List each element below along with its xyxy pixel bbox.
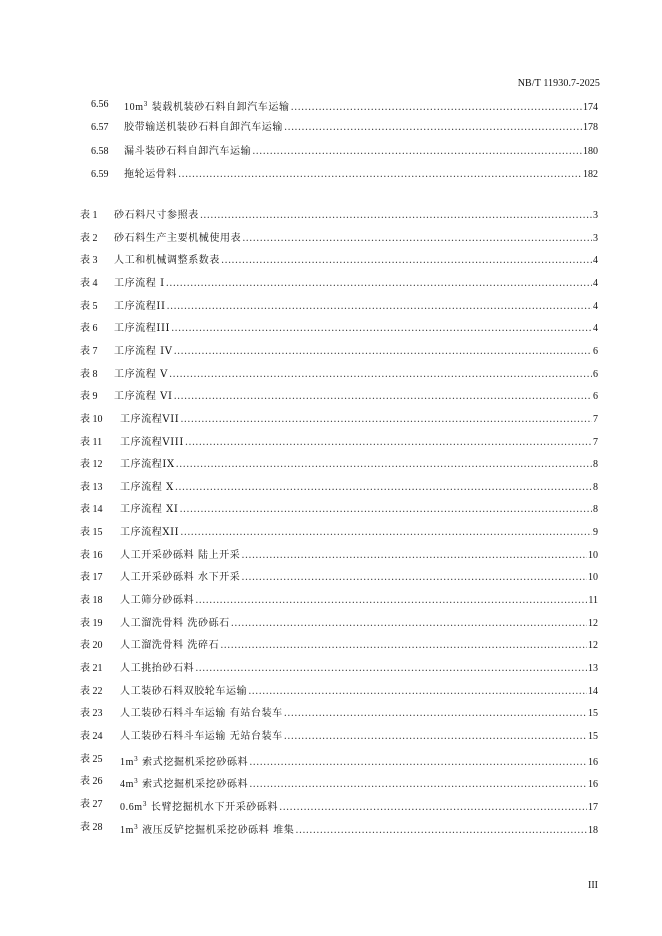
title-text: 人工筛分砂砾料 <box>120 595 195 607</box>
section-entry-title <box>124 167 177 183</box>
table-toc-entry[interactable] <box>0 389 662 405</box>
table-entry-title <box>120 616 230 632</box>
title-text: 人工装砂石料斗车运输 有站台装车 <box>120 708 283 720</box>
table-toc-entry[interactable] <box>0 321 662 337</box>
table-entry-page: 6 <box>593 345 598 357</box>
title-text: 索式挖掘机采挖砂砾料 <box>138 756 249 768</box>
leader-dots <box>166 276 592 292</box>
table-entry-page: 13 <box>588 663 598 674</box>
title-text: 工序流程 XI <box>120 504 179 516</box>
section-entry-page: 180 <box>583 145 598 157</box>
table-toc-entry[interactable] <box>0 593 662 609</box>
table-entry-title <box>120 593 194 609</box>
table-toc-entry[interactable] <box>0 480 662 496</box>
table-entry-title <box>120 525 179 541</box>
table-entry-title <box>114 344 173 360</box>
title-text: 长臂挖掘机水下开采砂砾料 <box>147 801 279 813</box>
table-entry-page: 7 <box>593 413 598 425</box>
table-entry-number: 表 1 <box>80 210 98 221</box>
table-entry-page: 6 <box>593 391 598 403</box>
table-toc-entry[interactable] <box>0 752 662 768</box>
table-toc-entry[interactable] <box>0 820 662 836</box>
section-toc-entry[interactable] <box>0 167 662 183</box>
title-text: 人工挑抬砂石料 <box>120 663 195 674</box>
table-entry-number: 表 9 <box>80 391 98 403</box>
table-toc-entry[interactable] <box>0 525 662 541</box>
table-entry-title <box>120 480 174 496</box>
table-entry-title <box>114 253 220 269</box>
table-entry-page: 8 <box>593 459 598 471</box>
table-entry-number: 表 4 <box>80 277 98 289</box>
table-entry-title <box>120 435 184 451</box>
leader-dots <box>167 299 592 315</box>
title-text: 工序流程 VI <box>114 391 173 403</box>
title-text: 工序流程VII <box>120 413 180 425</box>
table-entry-title <box>120 706 283 722</box>
table-toc-entry[interactable] <box>0 706 662 722</box>
unit-prefix: 10m <box>124 102 144 113</box>
leader-dots <box>249 777 587 793</box>
table-entry-page: 4 <box>593 323 598 335</box>
leader-dots <box>175 480 592 496</box>
leader-dots <box>252 144 582 160</box>
table-entry-title <box>114 367 168 383</box>
table-entry-number: 表 16 <box>80 549 103 561</box>
table-entry-number: 表 19 <box>80 617 103 629</box>
leader-dots <box>180 412 592 428</box>
title-text: 工序流程 I <box>114 277 165 289</box>
leader-dots <box>185 435 592 451</box>
table-toc-entry[interactable] <box>0 502 662 518</box>
table-entry-title <box>114 389 173 405</box>
table-entry-title <box>120 638 219 654</box>
table-entry-page: 16 <box>588 756 598 768</box>
section-entry-number: 6.59 <box>91 168 109 180</box>
table-toc-entry[interactable] <box>0 367 662 383</box>
table-entry-page: 12 <box>588 617 598 629</box>
table-toc-entry[interactable] <box>0 208 662 224</box>
table-entry-number: 表 18 <box>80 595 103 607</box>
unit-superscript: 3 <box>133 755 139 763</box>
leader-dots <box>178 167 582 183</box>
table-toc-entry[interactable] <box>0 616 662 632</box>
table-entry-number: 表 21 <box>80 663 103 674</box>
table-toc-entry[interactable] <box>0 276 662 292</box>
table-entry-number: 表 15 <box>80 527 103 539</box>
leader-dots <box>242 231 592 247</box>
title-text: 人工溜洗骨料 洗砂砾石 <box>120 617 230 629</box>
section-entry-page: 178 <box>583 122 598 134</box>
table-toc-entry[interactable] <box>0 435 662 451</box>
leader-dots <box>176 457 592 473</box>
title-text: 砂石料生产主要机械使用表 <box>114 232 242 244</box>
table-entry-number: 表 13 <box>80 481 103 493</box>
title-text: 工序流程 IV <box>114 345 173 357</box>
section-toc-entry[interactable] <box>0 97 662 113</box>
page-header: NB/T 11930.7-2025 <box>517 78 600 89</box>
table-entry-title <box>120 820 294 839</box>
leader-dots <box>295 823 587 839</box>
section-entry-title <box>124 97 290 116</box>
leader-dots <box>231 616 587 632</box>
leader-dots <box>180 525 592 541</box>
table-entry-number: 表 25 <box>80 753 103 765</box>
table-toc-entry[interactable] <box>0 299 662 315</box>
table-entry-number: 表 24 <box>80 730 103 742</box>
title-text: 工序流程XII <box>120 527 180 539</box>
leader-dots <box>174 344 592 360</box>
leader-dots <box>195 661 587 677</box>
title-text: 工序流程III <box>114 323 171 335</box>
table-entry-page: 7 <box>593 436 598 448</box>
title-text: 漏斗装砂石料自卸汽车运输 <box>124 145 252 157</box>
leader-dots <box>279 800 587 816</box>
title-text: 索式挖掘机采挖砂砾料 <box>138 779 249 791</box>
title-text: 砂石料尺寸参照表 <box>114 210 199 221</box>
table-entry-page: 18 <box>588 824 598 836</box>
table-entry-number: 表 6 <box>80 323 98 335</box>
title-text: 工序流程VIII <box>120 436 184 448</box>
table-entry-title <box>114 276 165 292</box>
leader-dots <box>284 706 587 722</box>
table-entry-page: 6 <box>593 368 598 380</box>
title-text: 装载机装砂石料自卸汽车运输 <box>148 102 290 113</box>
table-entry-title <box>114 321 170 337</box>
leader-dots <box>220 638 587 654</box>
table-toc-entry[interactable] <box>0 729 662 745</box>
table-toc-entry[interactable] <box>0 570 662 586</box>
table-entry-title <box>120 661 194 677</box>
leader-dots <box>249 755 587 771</box>
table-entry-page: 17 <box>588 801 598 813</box>
table-toc-entry[interactable] <box>0 412 662 428</box>
title-text: 胶带输送机装砂石料自卸汽车运输 <box>124 122 283 134</box>
leader-dots <box>291 100 582 116</box>
table-entry-number: 表 28 <box>80 821 103 833</box>
table-entry-number: 表 17 <box>80 572 103 584</box>
leader-dots <box>179 502 592 518</box>
table-entry-title <box>120 684 247 700</box>
table-entry-page: 4 <box>593 300 598 312</box>
title-text: 人工开采砂砾料 陆上开采 <box>120 549 241 561</box>
table-toc-entry[interactable] <box>0 638 662 654</box>
table-entry-page: 11 <box>588 595 598 607</box>
table-entry-number: 表 11 <box>80 436 103 448</box>
table-entry-page: 3 <box>593 210 598 221</box>
leader-dots <box>221 253 592 269</box>
table-entry-page: 4 <box>593 277 598 289</box>
page-number-footer: III <box>588 880 598 891</box>
table-entry-page: 4 <box>593 255 598 267</box>
table-toc-entry[interactable] <box>0 344 662 360</box>
unit-superscript: 3 <box>142 800 148 808</box>
table-entry-title <box>120 548 240 564</box>
table-toc-entry[interactable] <box>0 661 662 677</box>
table-entry-number: 表 22 <box>80 685 103 697</box>
table-entry-number: 表 20 <box>80 640 103 652</box>
table-toc-entry[interactable] <box>0 457 662 473</box>
table-entry-title <box>120 774 248 793</box>
title-text: 人工装砂石料双胶轮车运输 <box>120 685 248 697</box>
table-entry-page: 10 <box>588 549 598 561</box>
table-entry-number: 表 5 <box>80 300 98 312</box>
title-text: 人工开采砂砾料 水下开采 <box>120 572 241 584</box>
table-entry-page: 15 <box>588 708 598 720</box>
table-entry-page: 16 <box>588 779 598 791</box>
title-text: 工序流程 X <box>120 481 174 493</box>
table-toc-entry[interactable] <box>0 797 662 813</box>
table-entry-title <box>114 299 166 315</box>
table-toc-entry[interactable] <box>0 684 662 700</box>
section-toc-entry[interactable] <box>0 120 662 136</box>
table-entry-page: 12 <box>588 640 598 652</box>
title-text: 工序流程 V <box>114 368 169 380</box>
table-toc-entry[interactable] <box>0 548 662 564</box>
leader-dots <box>248 684 587 700</box>
leader-dots <box>284 729 587 745</box>
unit-prefix: 1m <box>120 756 134 768</box>
unit-prefix: 0.6m <box>120 801 143 813</box>
unit-prefix: 4m <box>120 779 134 791</box>
table-entry-title <box>120 502 178 518</box>
unit-superscript: 3 <box>133 778 139 786</box>
table-toc-entry[interactable] <box>0 231 662 247</box>
table-entry-number: 表 3 <box>80 255 98 267</box>
table-entry-page: 8 <box>593 504 598 516</box>
table-entry-title <box>114 231 241 247</box>
table-entry-page: 10 <box>588 572 598 584</box>
unit-superscript: 3 <box>143 101 149 108</box>
leader-dots <box>200 208 592 224</box>
table-entry-page: 8 <box>593 481 598 493</box>
section-entry-number: 6.58 <box>91 145 109 157</box>
table-entry-number: 表 7 <box>80 345 98 357</box>
table-entry-number: 表 26 <box>80 776 103 788</box>
table-entry-number: 表 27 <box>80 798 103 810</box>
leader-dots <box>241 548 587 564</box>
title-text: 液压反铲挖掘机采挖砂砾料 堆集 <box>138 824 295 836</box>
leader-dots <box>284 120 582 136</box>
section-entry-number: 6.56 <box>91 99 109 110</box>
leader-dots <box>171 321 592 337</box>
table-entry-title <box>120 797 278 816</box>
unit-superscript: 3 <box>133 823 139 831</box>
title-text: 工序流程II <box>114 300 166 312</box>
section-entry-title <box>124 120 283 136</box>
table-entry-number: 表 8 <box>80 368 98 380</box>
table-entry-page: 15 <box>588 730 598 742</box>
leader-dots <box>195 593 587 609</box>
table-toc-entry[interactable] <box>0 253 662 269</box>
title-text: 人工和机械调整系数表 <box>114 255 220 267</box>
table-entry-page: 14 <box>588 685 598 697</box>
table-entry-number: 表 10 <box>80 413 103 425</box>
table-entry-number: 表 2 <box>80 232 98 244</box>
table-entry-title <box>114 208 199 224</box>
leader-dots <box>174 389 592 405</box>
section-toc-entry[interactable] <box>0 144 662 160</box>
table-entry-title <box>120 752 248 771</box>
leader-dots <box>241 570 587 586</box>
title-text: 工序流程IX <box>120 459 175 471</box>
unit-prefix: 1m <box>120 824 134 836</box>
table-entry-title <box>120 457 175 473</box>
table-toc-entry[interactable] <box>0 774 662 790</box>
title-text: 人工溜洗骨料 洗碎石 <box>120 640 220 652</box>
title-text: 拖轮运骨料 <box>124 168 177 180</box>
table-entry-number: 表 12 <box>80 459 103 471</box>
title-text: 人工装砂石料斗车运输 无站台装车 <box>120 730 283 742</box>
table-entry-number: 表 23 <box>80 708 103 720</box>
table-entry-page: 9 <box>593 527 598 539</box>
section-entry-page: 182 <box>583 168 598 180</box>
leader-dots <box>169 367 592 383</box>
table-entry-title <box>120 412 179 428</box>
section-entry-title <box>124 144 251 160</box>
table-entry-title <box>120 729 283 745</box>
table-entry-page: 3 <box>593 232 598 244</box>
table-entry-number: 表 14 <box>80 504 103 516</box>
section-entry-page: 174 <box>583 102 598 113</box>
table-entry-title <box>120 570 240 586</box>
section-entry-number: 6.57 <box>91 122 109 134</box>
